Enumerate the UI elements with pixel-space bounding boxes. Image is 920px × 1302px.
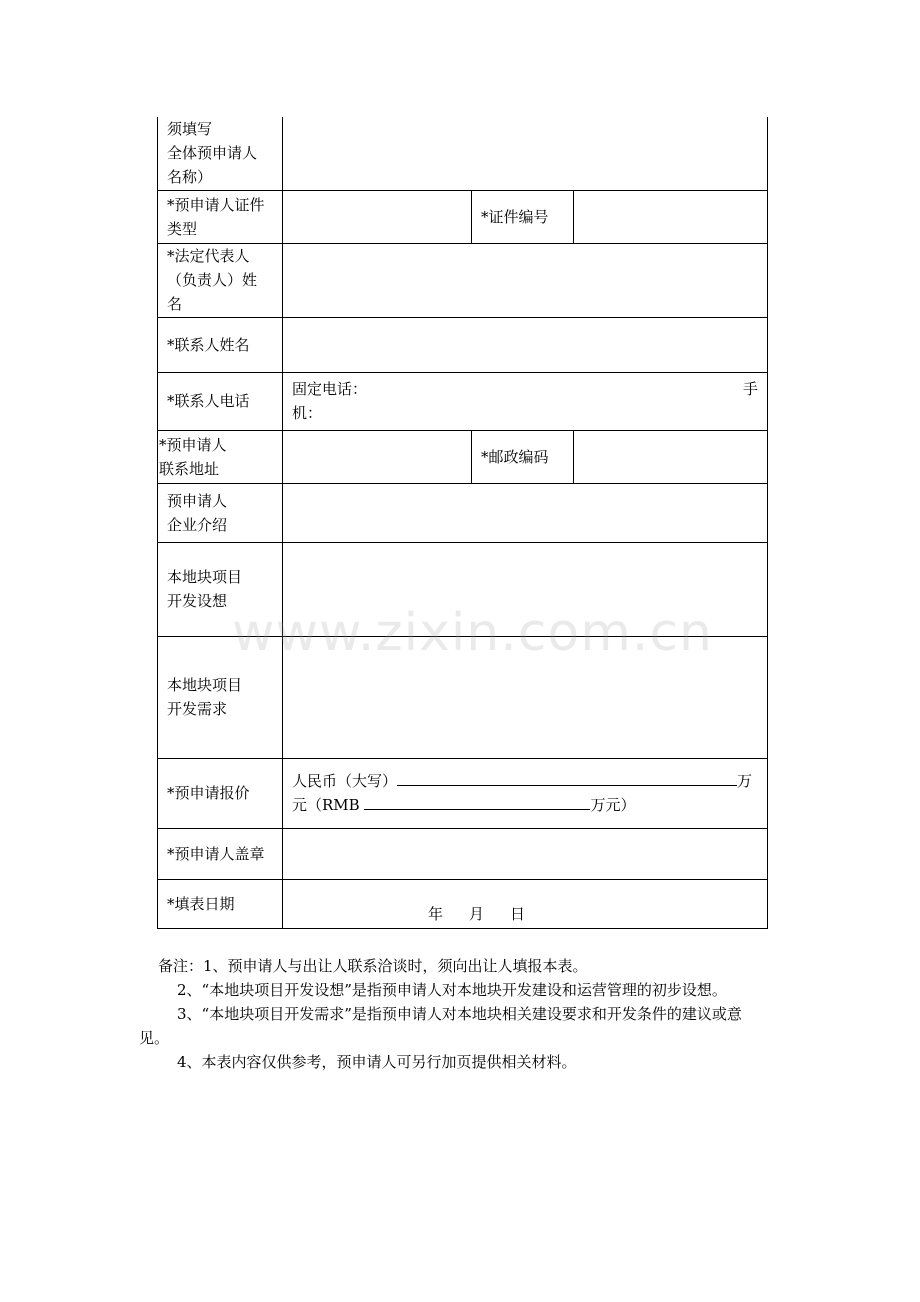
date-year: 年 — [428, 904, 444, 923]
note-3-continued: 见。 — [139, 1029, 170, 1047]
rmb-number-blank[interactable] — [364, 795, 590, 810]
field-certificate-number[interactable] — [574, 190, 768, 243]
watermark: www.zixin.com.cn — [232, 603, 713, 663]
row-company-intro — [158, 483, 768, 542]
row-fill-date — [158, 879, 768, 928]
note-4: 4、本表内容仅供参考，预申请人可另行加页提供相关材料。 — [177, 1053, 577, 1071]
label-quoted-price: *预申请报价 — [158, 758, 283, 828]
label-address: *预申请人 联系地址 — [158, 430, 283, 483]
date-month: 月 — [469, 904, 485, 923]
fixed-phone-label: 固定电话： — [292, 380, 368, 398]
field-development-needs[interactable] — [283, 636, 768, 758]
label-company-intro: 预申请人 企业介绍 — [158, 483, 283, 542]
unit-wan: 万 — [737, 772, 753, 790]
row-legal-representative — [158, 243, 768, 317]
row-contact-phone — [158, 372, 768, 430]
row-development-needs — [158, 636, 768, 758]
row-quoted-price — [158, 758, 768, 828]
note-3: 3、“本地块项目开发需求”是指预申请人对本地块相关建设要求和开发条件的建议或意 — [177, 1005, 742, 1023]
mobile-label-part1: 手 — [743, 380, 759, 398]
field-seal[interactable] — [283, 828, 768, 879]
row-address — [158, 430, 768, 483]
field-contact-phone[interactable] — [283, 372, 768, 430]
mobile-label-part2: 机： — [292, 404, 323, 422]
note-2: 2、“本地块项目开发设想”是指预申请人对本地块开发建设和运营管理的初步设想。 — [177, 981, 727, 999]
field-company-intro[interactable] — [283, 483, 768, 542]
field-applicant-names[interactable] — [283, 117, 768, 190]
row-certificate — [158, 190, 768, 243]
label-legal-representative: *法定代表人 （负责人）姓 名 — [158, 243, 283, 317]
label-fill-date: *填表日期 — [158, 879, 283, 928]
field-legal-representative[interactable] — [283, 243, 768, 317]
row-seal — [158, 828, 768, 879]
label-contact-phone: *联系人电话 — [158, 372, 283, 430]
field-address[interactable] — [283, 430, 472, 483]
label-development-concept: 本地块项目 开发设想 — [158, 542, 283, 636]
label-postal-code: *邮政编码 — [472, 430, 574, 483]
field-certificate-type[interactable] — [283, 190, 472, 243]
field-contact-name[interactable] — [283, 317, 768, 372]
rmb-upper-prefix: 人民币（大写） — [292, 772, 398, 790]
label-applicant-names: 须填写 全体预申请人 名称） — [158, 117, 283, 190]
label-certificate-number: *证件编号 — [472, 190, 574, 243]
unit-wan-yuan: 万元） — [590, 796, 636, 814]
field-postal-code[interactable] — [574, 430, 768, 483]
field-quoted-price[interactable] — [283, 758, 768, 828]
label-development-needs: 本地块项目 开发需求 — [158, 636, 283, 758]
application-form-table — [157, 117, 768, 929]
note-1: 备注：1、预申请人与出让人联系洽谈时，须向出让人填报本表。 — [158, 957, 588, 975]
label-certificate-type: *预申请人证件 类型 — [158, 190, 283, 243]
field-development-concept[interactable] — [283, 542, 768, 636]
field-fill-date[interactable] — [283, 879, 768, 928]
rmb-upper-blank[interactable] — [397, 771, 737, 786]
row-development-concept — [158, 542, 768, 636]
yuan-rmb-prefix: 元（RMB — [292, 796, 360, 814]
date-day: 日 — [510, 904, 526, 923]
notes-section — [139, 954, 769, 1074]
row-applicant-names — [158, 117, 768, 190]
label-contact-name: *联系人姓名 — [158, 317, 283, 372]
label-seal: *预申请人盖章 — [158, 828, 283, 879]
row-contact-name — [158, 317, 768, 372]
